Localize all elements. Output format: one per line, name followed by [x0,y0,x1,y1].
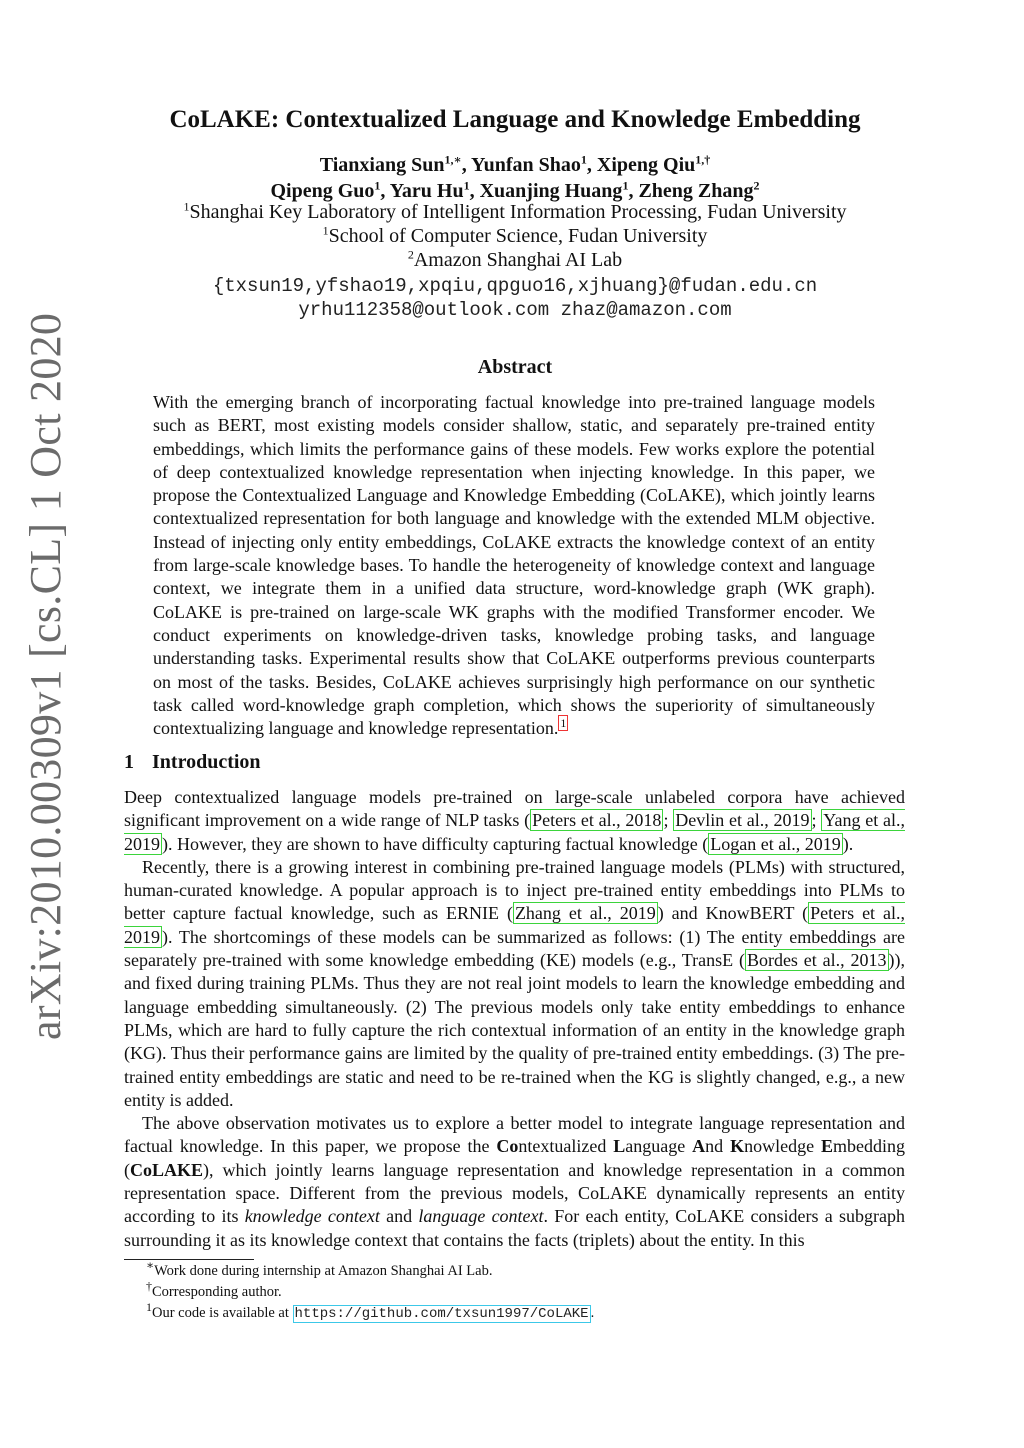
affiliations [110,200,920,272]
paper-title: CoLAKE: Contextualized Language and Knowledge Embedding [169,106,861,133]
footnote-text: Our code is available at [152,1305,293,1321]
citation-link[interactable]: Peters et al., 2019 [124,903,905,947]
author-name: Tianxiang Sun [319,154,445,176]
text-span: ; [811,810,822,831]
footnotes [146,1258,906,1325]
text-span: ), which jointly learns language representation and knowledge representation in a common representation space. Different from the previous models, CoLAKE dynamically represents an entity according to its [124,1159,905,1227]
footnote [146,1300,906,1325]
author-name: Yunfan Shao [471,154,581,176]
author-mark: 1,∗ [444,152,462,167]
footnote [146,1258,906,1282]
section-heading-introduction [124,751,261,774]
arxiv-identifier: arXiv:2010.00309v1 [cs.CL] 1 Oct 2020 [21,312,70,1040]
bold-term: CoLAKE [130,1159,204,1180]
bold-letter: A [692,1136,706,1157]
abstract-heading: Abstract [477,356,553,378]
text-span: ). The shortcomings of these models can be summarized as follows: (1) The entity embeddings are separately pre-trained with some knowledge embedding (KE) models (e.g., TransE ( [124,926,905,971]
abstract-text: With the emerging branch of incorporating factual knowledge into pre-trained language models such as BERT, most existing models consider shallow, static, and separately pre-trained entity embeddings, which limits the performance gains of these models. Few works explore the potential of deep contextualized knowledge representation when injecting knowledge. In this paper, we propose the Contextualized Language and Knowledge Embedding (CoLAKE), which jointly learns contextualized representation for both language and knowledge with the extended MLM objective. Instead of injecting only entity embeddings, CoLAKE extracts the knowledge context of an entity from large-scale knowledge bases. To handle the heterogeneity of knowledge context and language context, we integrate them in a unified data structure, word-knowledge graph (WK graph). CoLAKE is pre-trained on large-scale WK graphs with the modified Transformer encoder. We conduct experiments on knowledge-driven tasks, knowledge probing tasks, and language understanding tasks. Experimental results show that CoLAKE outperforms previous counterparts on most of the tasks. Besides, CoLAKE achieves surprisingly high performance on our synthetic task called word-knowledge graph completion, which shows the superiority of simultaneously contextualizing language and knowledge representation. [153,392,875,739]
bold-letter: K [730,1136,745,1157]
text-span: ). [842,833,854,854]
author-mark: 1 [622,178,629,193]
footnote [146,1279,906,1303]
text-span: ; [663,810,674,831]
citation-link[interactable]: Zhang et al., 2019 [514,903,656,924]
affiliation-mark: 2 [407,247,414,262]
footnote-divider [124,1259,254,1260]
paragraph [124,786,905,856]
affiliation-text: Amazon Shanghai AI Lab [413,249,623,271]
citation-link[interactable]: Logan et al., 2019 [710,833,841,854]
text-span: Recently, there is a growing interest in combining pre-trained language models (PLMs) with structured, human-curated knowledge. A popular approach is to inject pre-trained entity embeddings into PLMs to better capture factual knowledge, such as ERNIE ( [124,856,905,924]
author-name: Xuanjing Huang [479,180,623,202]
email-line-1: {txsun19,yfshao19,xpqiu,qpguo16,xjhuang}@fudan.edu.cn [212,275,818,297]
affiliation-line [110,248,920,272]
text-span: ntextualized [518,1136,614,1157]
author-emails [110,274,920,322]
text-span: nd [705,1136,731,1157]
abstract-body [153,391,875,740]
author-name: Xipeng Qiu [596,154,696,176]
footnote-text: Corresponding author. [152,1284,282,1300]
author-mark: 1 [580,152,587,167]
text-span: Deep contextualized language models pre-trained on large-scale unlabeled corpora have achieved significant improvement on a wide range of NLP tasks ( [124,787,905,831]
text-span: and [379,1206,419,1227]
footnote-link[interactable]: 1 [560,716,567,731]
paragraph [124,856,905,1112]
text-span: anguage [625,1136,693,1157]
section-number: 1 [124,751,134,773]
text-span: ). However, they are shown to have difficulty capturing factual knowledge ( [162,833,709,854]
text-span: nowledge [744,1136,821,1157]
author-name: Qipeng Guo [270,180,375,202]
code-repository-link[interactable]: https://github.com/txsun1997/CoLAKE [294,1306,589,1322]
section-title: Introduction [152,751,261,773]
affiliation-text: School of Computer Science, Fudan University [328,225,708,247]
text-span: . For each entity, CoLAKE considers a subgraph surrounding it as its knowledge context that contains the facts (triplets) about the entity. In this [124,1206,905,1250]
citation-link[interactable]: Yang et al., 2019 [124,810,905,854]
author-mark: 1,† [695,152,711,167]
text-span: mbedding ( [124,1136,905,1180]
introduction-body [124,786,905,1252]
text-span: )), and fixed during training PLMs. Thus they are not real joint models to learn the knowledge embedding and language embedding simultaneously. (2) The previous models only take entity embeddings to enhance PLMs, which are hard to fully capture the rich contextual information of an entity in the knowledge graph (KG). Thus their performance gains are limited by the quality of pre-trained entity embeddings. (3) The pre-trained entity embeddings are static and need to be re-trained when the KG is slightly changed, e.g., a new entity is added. [124,950,905,1110]
citation-link[interactable]: Devlin et al., 2019 [675,810,810,831]
footnote-mark: ∗ [146,1258,155,1273]
bold-letter: E [820,1136,833,1157]
footnote-mark: † [146,1279,152,1294]
citation-link[interactable]: Peters et al., 2018 [532,810,662,831]
footnote-text: . [590,1305,595,1321]
text-span: The above observation motivates us to explore a better model to integrate language representation and factual knowledge. In this paper, we propose the [124,1113,905,1157]
author-line-1: Tianxiang Sun$^{1,∗}$, Yunfan Shao$^1$, Xipeng Qiu$^{1,\dagger}$ [319,152,711,176]
italic-term: knowledge context [244,1206,380,1227]
author-list [110,152,920,204]
affiliation-mark: 1 [183,199,190,214]
footnote-mark: 1 [146,1300,152,1315]
author-name: Zheng Zhang [638,180,754,202]
author-name: Yaru Hu [389,180,464,202]
italic-term: language context [418,1206,544,1227]
author-line-2: Qipeng Guo$^1$, Yaru Hu$^1$, Xuanjing Huang$^1$, Zheng Zhang$^2$ [270,178,760,202]
affiliation-line [110,200,920,224]
footnote-text: Work done during internship at Amazon Shanghai AI Lab. [154,1263,493,1279]
affiliation-text: Shanghai Key Laboratory of Intelligent Information Processing, Fudan University [189,201,847,223]
affiliation-mark: 1 [322,223,329,238]
author-mark: 2 [753,178,760,193]
citation-link[interactable]: Bordes et al., 2013 [746,950,887,971]
author-mark: 1 [463,178,470,193]
paragraph [124,1112,905,1252]
text-span: ) and KnowBERT ( [657,903,809,924]
bold-letter: L [613,1136,626,1157]
email-line-2: yrhu112358@outlook.com zhaz@amazon.com [298,299,732,321]
affiliation-line [110,224,920,248]
bold-letter: Co [496,1136,519,1157]
author-mark: 1 [374,178,381,193]
